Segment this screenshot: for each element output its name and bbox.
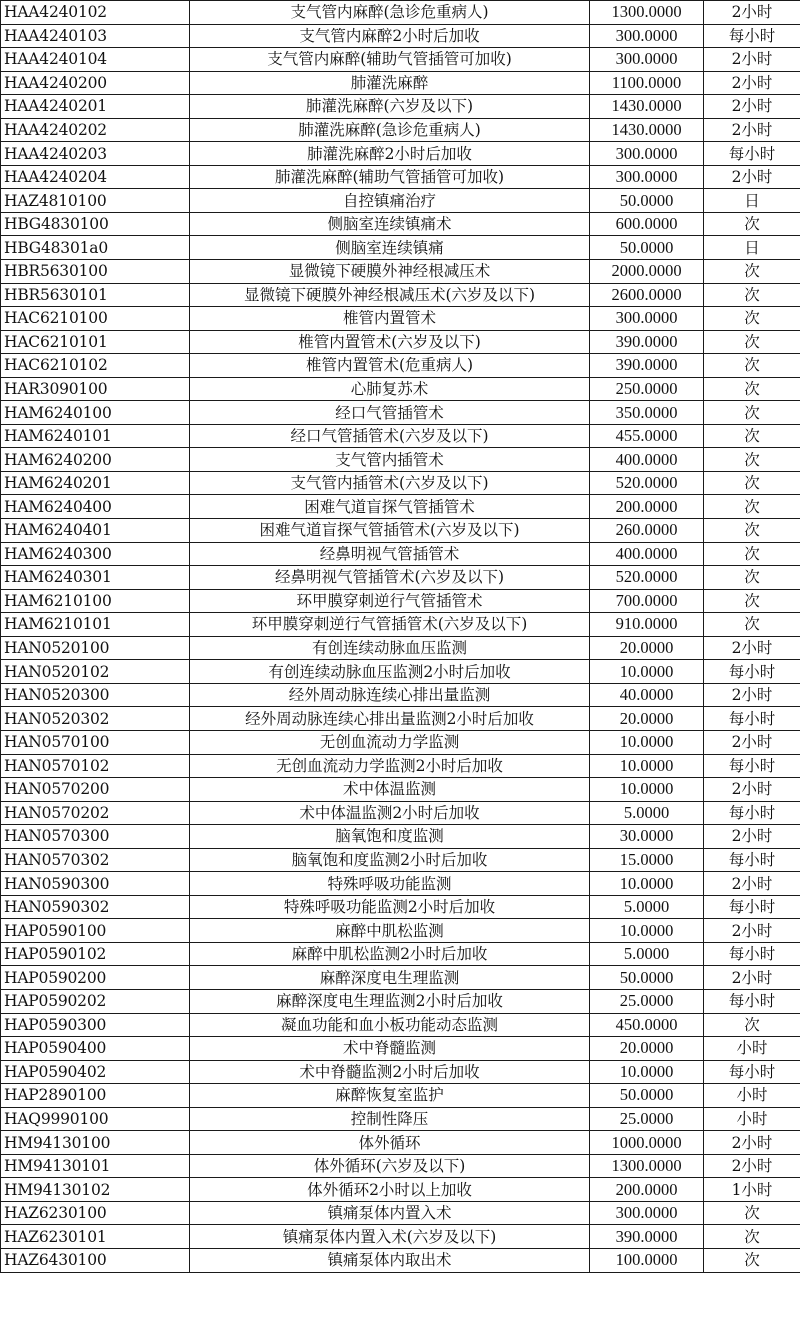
cell-name: 支气管内插管术(六岁及以下) xyxy=(190,471,590,495)
cell-unit: 次 xyxy=(704,566,800,590)
cell-code: HAM6240101 xyxy=(1,424,190,448)
table-row xyxy=(1,1037,800,1061)
cell-name: 麻醉深度电生理监测2小时后加收 xyxy=(190,989,590,1013)
cell-price: 20.0000 xyxy=(590,707,704,731)
cell-name: 困难气道盲探气管插管术(六岁及以下) xyxy=(190,519,590,543)
cell-name: 经外周动脉连续心排出量监测2小时后加收 xyxy=(190,707,590,731)
cell-unit: 每小时 xyxy=(704,942,800,966)
cell-code: HAC6210102 xyxy=(1,354,190,378)
table-row xyxy=(1,1013,800,1037)
cell-unit: 次 xyxy=(704,377,800,401)
cell-name: 支气管内麻醉2小时后加收 xyxy=(190,24,590,48)
cell-name: 困难气道盲探气管插管术 xyxy=(190,495,590,519)
cell-unit: 次 xyxy=(704,307,800,331)
cell-code: HAZ6430100 xyxy=(1,1248,190,1272)
cell-price: 40.0000 xyxy=(590,683,704,707)
table-row xyxy=(1,95,800,119)
cell-price: 10.0000 xyxy=(590,1060,704,1084)
cell-code: HAP0590100 xyxy=(1,919,190,943)
cell-name: 经鼻明视气管插管术 xyxy=(190,542,590,566)
cell-price: 1430.0000 xyxy=(590,118,704,142)
cell-code: HBR5630100 xyxy=(1,260,190,284)
cell-unit: 2小时 xyxy=(704,1154,800,1178)
table-row xyxy=(1,1084,800,1108)
cell-unit: 日 xyxy=(704,236,800,260)
cell-code: HAM6240401 xyxy=(1,519,190,543)
cell-price: 10.0000 xyxy=(590,754,704,778)
table-row xyxy=(1,1,800,25)
cell-code: HAM6240400 xyxy=(1,495,190,519)
cell-name: 椎管内置管术(六岁及以下) xyxy=(190,330,590,354)
table-row xyxy=(1,189,800,213)
cell-price: 10.0000 xyxy=(590,919,704,943)
cell-name: 特殊呼吸功能监测 xyxy=(190,872,590,896)
cell-code: HAN0570202 xyxy=(1,801,190,825)
cell-unit: 每小时 xyxy=(704,989,800,1013)
table-row xyxy=(1,1178,800,1202)
cell-unit: 小时 xyxy=(704,1107,800,1131)
cell-price: 15.0000 xyxy=(590,848,704,872)
cell-unit: 次 xyxy=(704,1225,800,1249)
cell-code: HAM6240301 xyxy=(1,566,190,590)
cell-unit: 每小时 xyxy=(704,24,800,48)
cell-price: 400.0000 xyxy=(590,542,704,566)
table-row xyxy=(1,48,800,72)
cell-code: HM94130102 xyxy=(1,1178,190,1202)
cell-code: HAZ6230100 xyxy=(1,1201,190,1225)
cell-price: 20.0000 xyxy=(590,1037,704,1061)
cell-name: 体外循环 xyxy=(190,1131,590,1155)
table-row xyxy=(1,283,800,307)
cell-name: 术中脊髓监测 xyxy=(190,1037,590,1061)
cell-code: HAA4240200 xyxy=(1,71,190,95)
cell-unit: 次 xyxy=(704,424,800,448)
cell-name: 控制性降压 xyxy=(190,1107,590,1131)
cell-name: 椎管内置管术(危重病人) xyxy=(190,354,590,378)
cell-unit: 次 xyxy=(704,448,800,472)
cell-unit: 次 xyxy=(704,1201,800,1225)
cell-price: 1300.0000 xyxy=(590,1,704,25)
cell-code: HAP0590200 xyxy=(1,966,190,990)
table-row xyxy=(1,801,800,825)
cell-code: HAN0570102 xyxy=(1,754,190,778)
cell-price: 520.0000 xyxy=(590,471,704,495)
cell-unit: 2小时 xyxy=(704,966,800,990)
cell-name: 经口气管插管术 xyxy=(190,401,590,425)
cell-name: 凝血功能和血小板功能动态监测 xyxy=(190,1013,590,1037)
cell-name: 镇痛泵体内置入术 xyxy=(190,1201,590,1225)
cell-code: HAN0520102 xyxy=(1,660,190,684)
cell-name: 经外周动脉连续心排出量监测 xyxy=(190,683,590,707)
cell-unit: 2小时 xyxy=(704,165,800,189)
cell-name: 无创血流动力学监测 xyxy=(190,730,590,754)
cell-name: 侧脑室连续镇痛 xyxy=(190,236,590,260)
table-row xyxy=(1,142,800,166)
cell-name: 环甲膜穿刺逆行气管插管术 xyxy=(190,589,590,613)
cell-name: 显微镜下硬膜外神经根减压术 xyxy=(190,260,590,284)
cell-name: 肺灌洗麻醉2小时后加收 xyxy=(190,142,590,166)
cell-unit: 小时 xyxy=(704,1037,800,1061)
cell-code: HBG48301a0 xyxy=(1,236,190,260)
cell-price: 400.0000 xyxy=(590,448,704,472)
cell-name: 支气管内麻醉(辅助气管插管可加收) xyxy=(190,48,590,72)
cell-name: 环甲膜穿刺逆行气管插管术(六岁及以下) xyxy=(190,613,590,637)
table-row xyxy=(1,566,800,590)
cell-unit: 2小时 xyxy=(704,872,800,896)
table-row xyxy=(1,71,800,95)
table-row xyxy=(1,495,800,519)
cell-code: HAM6240100 xyxy=(1,401,190,425)
cell-price: 1100.0000 xyxy=(590,71,704,95)
cell-code: HAN0520100 xyxy=(1,636,190,660)
cell-name: 镇痛泵体内置入术(六岁及以下) xyxy=(190,1225,590,1249)
cell-code: HAA4240201 xyxy=(1,95,190,119)
cell-name: 椎管内置管术 xyxy=(190,307,590,331)
cell-name: 术中体温监测2小时后加收 xyxy=(190,801,590,825)
table-row xyxy=(1,542,800,566)
cell-price: 2600.0000 xyxy=(590,283,704,307)
cell-code: HAA4240103 xyxy=(1,24,190,48)
cell-unit: 每小时 xyxy=(704,895,800,919)
cell-unit: 每小时 xyxy=(704,1060,800,1084)
cell-code: HAR3090100 xyxy=(1,377,190,401)
cell-name: 有创连续动脉血压监测2小时后加收 xyxy=(190,660,590,684)
table-row xyxy=(1,1131,800,1155)
cell-price: 10.0000 xyxy=(590,778,704,802)
cell-name: 肺灌洗麻醉(六岁及以下) xyxy=(190,95,590,119)
cell-code: HAM6240200 xyxy=(1,448,190,472)
cell-unit: 2小时 xyxy=(704,48,800,72)
cell-price: 300.0000 xyxy=(590,307,704,331)
table-row xyxy=(1,401,800,425)
cell-unit: 次 xyxy=(704,613,800,637)
table-row xyxy=(1,1107,800,1131)
table-row xyxy=(1,966,800,990)
cell-unit: 每小时 xyxy=(704,142,800,166)
cell-price: 300.0000 xyxy=(590,24,704,48)
table-row xyxy=(1,165,800,189)
cell-unit: 2小时 xyxy=(704,919,800,943)
cell-price: 5.0000 xyxy=(590,895,704,919)
cell-unit: 2小时 xyxy=(704,118,800,142)
table-row xyxy=(1,872,800,896)
table-row xyxy=(1,848,800,872)
table-row xyxy=(1,730,800,754)
cell-unit: 次 xyxy=(704,471,800,495)
cell-price: 1430.0000 xyxy=(590,95,704,119)
cell-price: 2000.0000 xyxy=(590,260,704,284)
cell-name: 体外循环(六岁及以下) xyxy=(190,1154,590,1178)
cell-price: 300.0000 xyxy=(590,142,704,166)
cell-price: 20.0000 xyxy=(590,636,704,660)
table-row xyxy=(1,613,800,637)
cell-code: HAN0570100 xyxy=(1,730,190,754)
cell-code: HAA4240204 xyxy=(1,165,190,189)
cell-code: HAN0570302 xyxy=(1,848,190,872)
table-row xyxy=(1,377,800,401)
cell-unit: 次 xyxy=(704,212,800,236)
table-row xyxy=(1,307,800,331)
table-row xyxy=(1,424,800,448)
cell-name: 有创连续动脉血压监测 xyxy=(190,636,590,660)
fee-table-body xyxy=(1,1,800,1273)
cell-code: HAP0590202 xyxy=(1,989,190,1013)
table-row xyxy=(1,354,800,378)
table-row xyxy=(1,1248,800,1272)
table-row xyxy=(1,118,800,142)
cell-name: 侧脑室连续镇痛术 xyxy=(190,212,590,236)
cell-price: 5.0000 xyxy=(590,801,704,825)
cell-code: HAP0590300 xyxy=(1,1013,190,1037)
cell-code: HAZ4810100 xyxy=(1,189,190,213)
cell-price: 350.0000 xyxy=(590,401,704,425)
cell-unit: 2小时 xyxy=(704,730,800,754)
cell-code: HAM6210100 xyxy=(1,589,190,613)
cell-price: 50.0000 xyxy=(590,189,704,213)
cell-name: 肺灌洗麻醉(急诊危重病人) xyxy=(190,118,590,142)
cell-unit: 2小时 xyxy=(704,95,800,119)
cell-price: 910.0000 xyxy=(590,613,704,637)
cell-price: 600.0000 xyxy=(590,212,704,236)
table-row xyxy=(1,989,800,1013)
cell-code: HAN0570200 xyxy=(1,778,190,802)
table-row xyxy=(1,942,800,966)
cell-price: 10.0000 xyxy=(590,730,704,754)
cell-name: 显微镜下硬膜外神经根减压术(六岁及以下) xyxy=(190,283,590,307)
cell-unit: 次 xyxy=(704,330,800,354)
cell-unit: 次 xyxy=(704,519,800,543)
cell-price: 1300.0000 xyxy=(590,1154,704,1178)
cell-unit: 2小时 xyxy=(704,71,800,95)
table-row xyxy=(1,778,800,802)
cell-name: 术中体温监测 xyxy=(190,778,590,802)
table-row xyxy=(1,330,800,354)
cell-name: 脑氧饱和度监测 xyxy=(190,825,590,849)
cell-unit: 2小时 xyxy=(704,683,800,707)
cell-name: 脑氧饱和度监测2小时后加收 xyxy=(190,848,590,872)
cell-code: HAN0590302 xyxy=(1,895,190,919)
cell-price: 450.0000 xyxy=(590,1013,704,1037)
cell-price: 10.0000 xyxy=(590,872,704,896)
cell-code: HM94130101 xyxy=(1,1154,190,1178)
cell-name: 麻醉中肌松监测 xyxy=(190,919,590,943)
cell-unit: 每小时 xyxy=(704,707,800,731)
table-row xyxy=(1,636,800,660)
cell-price: 455.0000 xyxy=(590,424,704,448)
cell-name: 麻醉中肌松监测2小时后加收 xyxy=(190,942,590,966)
table-row xyxy=(1,660,800,684)
cell-code: HAP0590102 xyxy=(1,942,190,966)
cell-code: HAA4240104 xyxy=(1,48,190,72)
cell-unit: 次 xyxy=(704,1248,800,1272)
cell-name: 麻醉深度电生理监测 xyxy=(190,966,590,990)
cell-code: HAP2890100 xyxy=(1,1084,190,1108)
table-row xyxy=(1,1201,800,1225)
cell-name: 肺灌洗麻醉(辅助气管插管可加收) xyxy=(190,165,590,189)
cell-unit: 2小时 xyxy=(704,778,800,802)
cell-price: 100.0000 xyxy=(590,1248,704,1272)
table-row xyxy=(1,589,800,613)
table-row xyxy=(1,1225,800,1249)
cell-price: 520.0000 xyxy=(590,566,704,590)
cell-name: 肺灌洗麻醉 xyxy=(190,71,590,95)
cell-code: HAP0590402 xyxy=(1,1060,190,1084)
cell-unit: 次 xyxy=(704,542,800,566)
cell-price: 50.0000 xyxy=(590,1084,704,1108)
cell-unit: 2小时 xyxy=(704,1131,800,1155)
cell-code: HAA4240202 xyxy=(1,118,190,142)
cell-name: 心肺复苏术 xyxy=(190,377,590,401)
cell-name: 自控镇痛治疗 xyxy=(190,189,590,213)
cell-name: 特殊呼吸功能监测2小时后加收 xyxy=(190,895,590,919)
cell-code: HAM6240300 xyxy=(1,542,190,566)
cell-unit: 小时 xyxy=(704,1084,800,1108)
cell-price: 200.0000 xyxy=(590,495,704,519)
cell-price: 300.0000 xyxy=(590,1201,704,1225)
cell-unit: 次 xyxy=(704,283,800,307)
cell-code: HAZ6230101 xyxy=(1,1225,190,1249)
table-row xyxy=(1,707,800,731)
cell-name: 经口气管插管术(六岁及以下) xyxy=(190,424,590,448)
cell-code: HAM6210101 xyxy=(1,613,190,637)
cell-unit: 次 xyxy=(704,589,800,613)
cell-unit: 2小时 xyxy=(704,825,800,849)
cell-unit: 2小时 xyxy=(704,1,800,25)
cell-unit: 每小时 xyxy=(704,754,800,778)
table-row xyxy=(1,754,800,778)
cell-code: HAP0590400 xyxy=(1,1037,190,1061)
cell-price: 10.0000 xyxy=(590,660,704,684)
table-row xyxy=(1,236,800,260)
cell-unit: 每小时 xyxy=(704,848,800,872)
cell-price: 300.0000 xyxy=(590,165,704,189)
cell-price: 50.0000 xyxy=(590,966,704,990)
table-row xyxy=(1,919,800,943)
cell-price: 5.0000 xyxy=(590,942,704,966)
cell-code: HBR5630101 xyxy=(1,283,190,307)
cell-name: 麻醉恢复室监护 xyxy=(190,1084,590,1108)
cell-name: 镇痛泵体内取出术 xyxy=(190,1248,590,1272)
table-row xyxy=(1,471,800,495)
table-row xyxy=(1,825,800,849)
cell-price: 250.0000 xyxy=(590,377,704,401)
cell-unit: 2小时 xyxy=(704,636,800,660)
table-row xyxy=(1,683,800,707)
cell-name: 无创血流动力学监测2小时后加收 xyxy=(190,754,590,778)
cell-unit: 每小时 xyxy=(704,660,800,684)
table-row xyxy=(1,895,800,919)
cell-code: HAC6210101 xyxy=(1,330,190,354)
cell-code: HM94130100 xyxy=(1,1131,190,1155)
cell-price: 700.0000 xyxy=(590,589,704,613)
cell-unit: 次 xyxy=(704,401,800,425)
cell-unit: 次 xyxy=(704,354,800,378)
cell-price: 30.0000 xyxy=(590,825,704,849)
table-row xyxy=(1,24,800,48)
cell-price: 25.0000 xyxy=(590,989,704,1013)
cell-price: 390.0000 xyxy=(590,330,704,354)
cell-name: 支气管内麻醉(急诊危重病人) xyxy=(190,1,590,25)
table-row xyxy=(1,1154,800,1178)
table-row xyxy=(1,212,800,236)
cell-name: 体外循环2小时以上加收 xyxy=(190,1178,590,1202)
cell-price: 200.0000 xyxy=(590,1178,704,1202)
cell-code: HAA4240102 xyxy=(1,1,190,25)
table-row xyxy=(1,448,800,472)
cell-price: 300.0000 xyxy=(590,48,704,72)
cell-code: HAC6210100 xyxy=(1,307,190,331)
cell-code: HAM6240201 xyxy=(1,471,190,495)
table-row xyxy=(1,1060,800,1084)
table-row xyxy=(1,260,800,284)
cell-code: HAN0590300 xyxy=(1,872,190,896)
cell-code: HAN0520300 xyxy=(1,683,190,707)
cell-code: HBG4830100 xyxy=(1,212,190,236)
table-row xyxy=(1,519,800,543)
cell-unit: 次 xyxy=(704,1013,800,1037)
cell-code: HAQ9990100 xyxy=(1,1107,190,1131)
cell-code: HAN0520302 xyxy=(1,707,190,731)
cell-name: 经鼻明视气管插管术(六岁及以下) xyxy=(190,566,590,590)
cell-code: HAA4240203 xyxy=(1,142,190,166)
cell-price: 50.0000 xyxy=(590,236,704,260)
cell-price: 25.0000 xyxy=(590,1107,704,1131)
cell-price: 390.0000 xyxy=(590,354,704,378)
cell-unit: 1小时 xyxy=(704,1178,800,1202)
cell-name: 术中脊髓监测2小时后加收 xyxy=(190,1060,590,1084)
cell-unit: 次 xyxy=(704,495,800,519)
cell-name: 支气管内插管术 xyxy=(190,448,590,472)
cell-price: 390.0000 xyxy=(590,1225,704,1249)
cell-unit: 日 xyxy=(704,189,800,213)
cell-code: HAN0570300 xyxy=(1,825,190,849)
cell-price: 1000.0000 xyxy=(590,1131,704,1155)
cell-unit: 次 xyxy=(704,260,800,284)
cell-price: 260.0000 xyxy=(590,519,704,543)
cell-unit: 每小时 xyxy=(704,801,800,825)
